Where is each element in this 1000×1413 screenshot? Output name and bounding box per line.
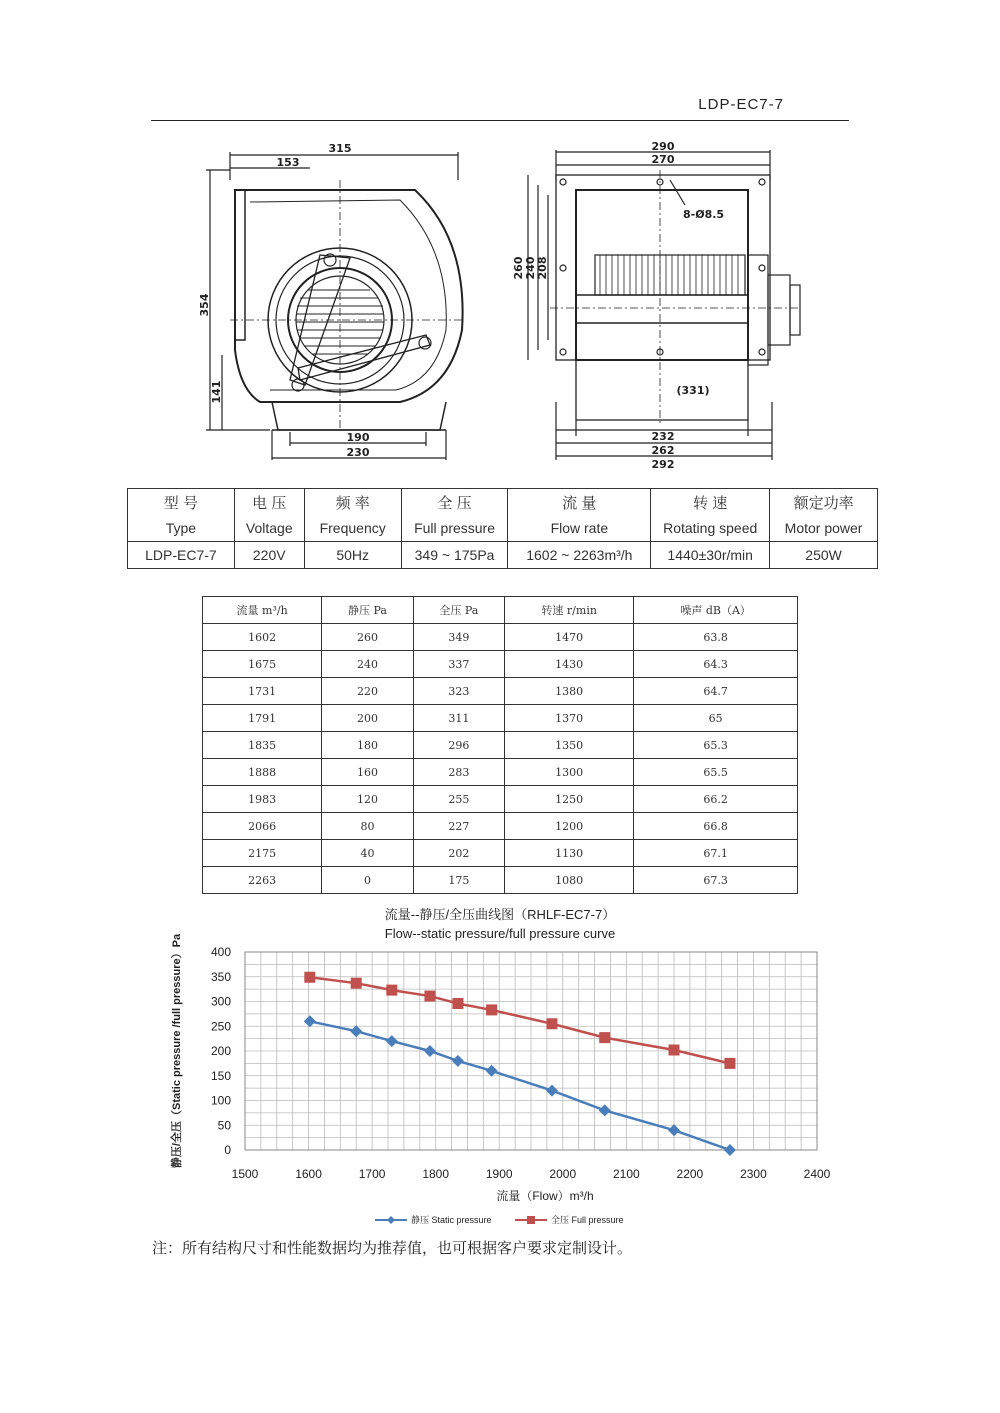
header-rule — [151, 120, 849, 121]
spec-value: 1440±30r/min — [651, 542, 770, 569]
table-cell: 1350 — [505, 732, 634, 759]
data-point — [452, 998, 463, 1009]
chart-subtitle: Flow--static pressure/full pressure curve — [384, 926, 616, 941]
svg-text:(331): (331) — [676, 384, 710, 397]
svg-text:354: 354 — [198, 293, 211, 317]
table-cell: 2066 — [203, 813, 322, 840]
perf-header-row — [203, 597, 798, 624]
table-cell: 1200 — [505, 813, 634, 840]
table-cell: 1888 — [203, 759, 322, 786]
table-cell: 1380 — [505, 678, 634, 705]
svg-text:232: 232 — [651, 430, 675, 443]
table-cell: 311 — [413, 705, 504, 732]
spec-value: 1602 ~ 2263m³/h — [508, 542, 651, 569]
performance-table — [202, 596, 798, 894]
flow-pressure-chart — [160, 905, 840, 1230]
x-tick-label: 2400 — [803, 1167, 831, 1181]
svg-text:153: 153 — [276, 156, 300, 169]
data-point — [424, 991, 435, 1002]
table-cell: 202 — [413, 840, 504, 867]
table-cell: 180 — [322, 732, 413, 759]
x-tick-label: 2100 — [612, 1167, 640, 1181]
x-tick-label: 2000 — [549, 1167, 577, 1181]
spec-header-cn: 频 率 — [304, 489, 401, 516]
table-row — [203, 840, 798, 867]
x-tick-label: 2200 — [676, 1167, 704, 1181]
table-cell: 1983 — [203, 786, 322, 813]
table-cell: 80 — [322, 813, 413, 840]
side-view — [206, 152, 465, 460]
svg-text:270: 270 — [651, 153, 675, 166]
table-cell: 1130 — [505, 840, 634, 867]
table-cell: 64.3 — [634, 651, 798, 678]
spec-header-en: Voltage — [234, 515, 304, 542]
perf-header: 静压 Pa — [322, 597, 413, 624]
data-point — [486, 1004, 497, 1015]
x-tick-label: 1700 — [358, 1167, 386, 1181]
table-row — [203, 867, 798, 894]
data-point — [304, 1015, 316, 1027]
legend-label: 全压 Full pressure — [551, 1215, 624, 1225]
svg-text:240: 240 — [524, 256, 537, 280]
svg-text:230: 230 — [346, 446, 370, 459]
table-cell: 65.5 — [634, 759, 798, 786]
spec-table — [127, 488, 878, 569]
data-point — [599, 1032, 610, 1043]
table-row — [203, 705, 798, 732]
y-tick-label: 300 — [210, 994, 231, 1009]
table-cell: 227 — [413, 813, 504, 840]
x-tick-label: 2300 — [740, 1167, 767, 1181]
table-cell: 1080 — [505, 867, 634, 894]
table-row — [203, 786, 798, 813]
table-cell: 1675 — [203, 651, 322, 678]
spec-header-cn: 转 速 — [651, 489, 770, 516]
table-cell: 67.1 — [634, 840, 798, 867]
spec-header-en: Frequency — [304, 515, 401, 542]
data-point — [724, 1144, 736, 1156]
table-cell: 66.8 — [634, 813, 798, 840]
data-point — [668, 1124, 680, 1136]
spec-header-cn-row — [128, 489, 878, 516]
table-cell: 65 — [634, 705, 798, 732]
table-cell: 64.7 — [634, 678, 798, 705]
spec-value: 349 ~ 175Pa — [401, 542, 508, 569]
table-cell: 283 — [413, 759, 504, 786]
y-tick-label: 100 — [210, 1093, 231, 1108]
table-row — [203, 678, 798, 705]
data-point — [350, 1025, 362, 1037]
data-point — [386, 985, 397, 996]
series-line — [310, 977, 730, 1063]
legend-label: 静压 Static pressure — [411, 1215, 492, 1225]
y-tick-label: 50 — [217, 1118, 231, 1133]
table-cell: 1370 — [505, 705, 634, 732]
spec-header-cn: 流 量 — [508, 489, 651, 516]
table-cell: 1250 — [505, 786, 634, 813]
x-axis-label: 流量（Flow）m³/h — [496, 1189, 594, 1203]
table-row — [203, 813, 798, 840]
spec-value-row — [128, 542, 878, 569]
perf-header: 流量 m³/h — [203, 597, 322, 624]
footnote: 注：所有结构尺寸和性能数据均为推荐值，也可根据客户要求定制设计。 — [152, 1239, 633, 1257]
table-cell: 1731 — [203, 678, 322, 705]
chart-title: 流量--静压/全压曲线图（RHLF-EC7-7） — [384, 907, 616, 922]
spec-header-cn: 全 压 — [401, 489, 508, 516]
spec-header-en: Rotating speed — [651, 515, 770, 542]
data-point — [452, 1055, 464, 1067]
data-point — [351, 978, 362, 989]
table-cell: 40 — [322, 840, 413, 867]
model-code-header: LDP-EC7-7 — [698, 96, 784, 113]
data-point — [304, 972, 315, 983]
x-tick-label: 1600 — [295, 1167, 322, 1181]
table-row — [203, 732, 798, 759]
legend-marker — [527, 1216, 535, 1224]
table-cell: 220 — [322, 678, 413, 705]
x-tick-label: 1900 — [485, 1167, 513, 1181]
table-cell: 337 — [413, 651, 504, 678]
perf-table-body — [203, 624, 798, 894]
spec-value: 220V — [234, 542, 304, 569]
spec-value: 250W — [770, 542, 878, 569]
table-cell: 349 — [413, 624, 504, 651]
table-cell: 323 — [413, 678, 504, 705]
table-cell: 200 — [322, 705, 413, 732]
table-cell: 255 — [413, 786, 504, 813]
spec-header-en: Flow rate — [508, 515, 651, 542]
table-cell: 1430 — [505, 651, 634, 678]
table-cell: 1470 — [505, 624, 634, 651]
svg-text:208: 208 — [536, 256, 549, 280]
data-point — [546, 1018, 557, 1029]
svg-text:8-Ø8.5: 8-Ø8.5 — [683, 208, 725, 221]
table-row — [203, 759, 798, 786]
data-point — [724, 1058, 735, 1069]
svg-text:141: 141 — [210, 380, 223, 404]
y-tick-label: 350 — [210, 969, 231, 984]
table-cell: 0 — [322, 867, 413, 894]
svg-text:290: 290 — [651, 140, 675, 153]
perf-header: 转速 r/min — [505, 597, 634, 624]
table-cell: 1300 — [505, 759, 634, 786]
table-cell: 2263 — [203, 867, 322, 894]
svg-text:262: 262 — [651, 444, 675, 457]
spec-header-cn: 型 号 — [128, 489, 235, 516]
spec-header-en: Full pressure — [401, 515, 508, 542]
spec-header-cn: 额定功率 — [770, 489, 878, 516]
table-cell: 1835 — [203, 732, 322, 759]
svg-text:315: 315 — [328, 142, 352, 155]
spec-header-en-row — [128, 515, 878, 542]
table-cell: 120 — [322, 786, 413, 813]
front-view — [528, 150, 800, 460]
table-cell: 296 — [413, 732, 504, 759]
svg-text:190: 190 — [346, 431, 370, 444]
table-cell: 240 — [322, 651, 413, 678]
y-tick-label: 250 — [210, 1019, 231, 1034]
data-point — [486, 1065, 498, 1077]
legend-marker — [387, 1216, 395, 1224]
table-cell: 63.8 — [634, 624, 798, 651]
table-cell: 260 — [322, 624, 413, 651]
svg-text:260: 260 — [512, 256, 525, 280]
table-cell: 1791 — [203, 705, 322, 732]
data-point — [424, 1045, 436, 1057]
table-row — [203, 651, 798, 678]
x-tick-label: 1500 — [231, 1167, 259, 1181]
spec-value: 50Hz — [304, 542, 401, 569]
svg-text:292: 292 — [651, 458, 675, 471]
table-cell: 65.3 — [634, 732, 798, 759]
spec-header-en: Type — [128, 515, 235, 542]
x-tick-label: 1800 — [422, 1167, 450, 1181]
y-tick-label: 150 — [210, 1068, 231, 1083]
y-tick-label: 0 — [224, 1143, 231, 1157]
table-cell: 1602 — [203, 624, 322, 651]
data-point — [669, 1045, 680, 1056]
spec-header-cn: 电 压 — [234, 489, 304, 516]
spec-header-en: Motor power — [770, 515, 878, 542]
data-point — [546, 1085, 558, 1097]
data-point — [599, 1104, 611, 1116]
table-cell: 160 — [322, 759, 413, 786]
perf-header: 噪声 dB（A） — [634, 597, 798, 624]
y-tick-label: 200 — [210, 1044, 231, 1058]
table-row — [203, 624, 798, 651]
table-cell: 2175 — [203, 840, 322, 867]
y-axis-label: 静压/全压（Static pressure /full pressure）Pa — [171, 933, 183, 1169]
spec-value: LDP-EC7-7 — [128, 542, 235, 569]
table-cell: 67.3 — [634, 867, 798, 894]
table-cell: 66.2 — [634, 786, 798, 813]
series-line — [310, 1021, 730, 1150]
table-cell: 175 — [413, 867, 504, 894]
y-tick-label: 400 — [210, 945, 231, 959]
perf-header: 全压 Pa — [413, 597, 504, 624]
fan-dimension-drawing — [200, 140, 810, 475]
